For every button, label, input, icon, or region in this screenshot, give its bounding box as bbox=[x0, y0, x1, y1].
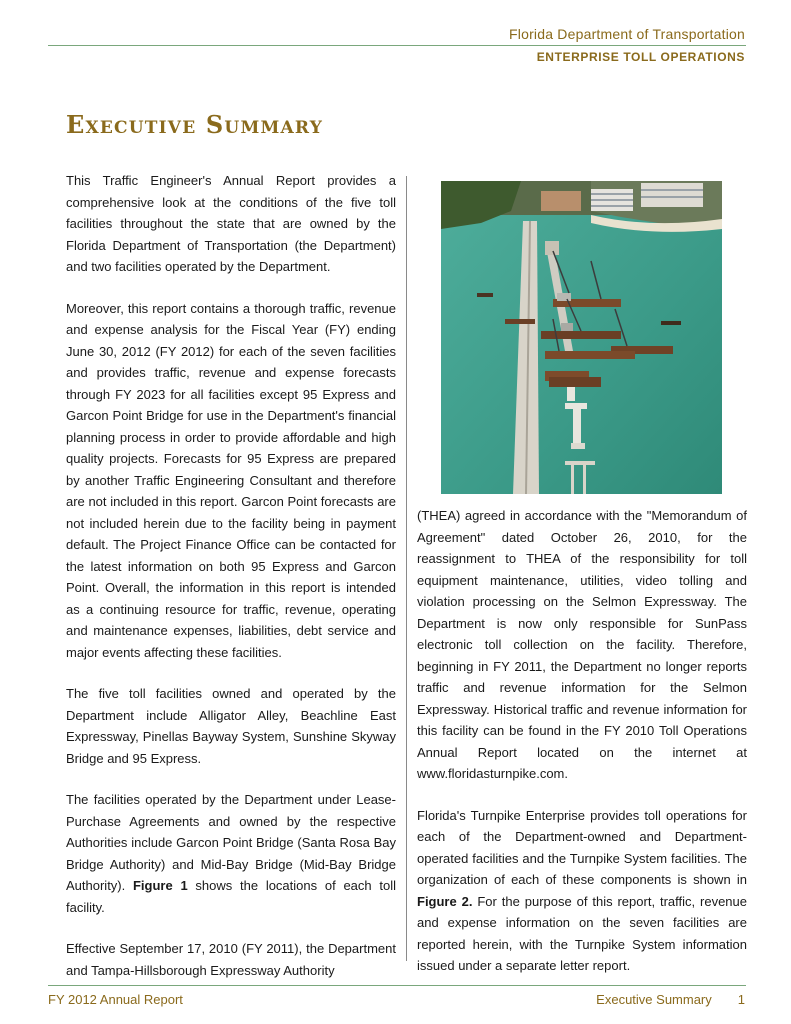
page-title: Executive Summary bbox=[66, 110, 324, 139]
paragraph: (THEA) agreed in accordance with the "Memorandum of Agreement" dated October 26, 2010, for the reassignment to THEA of the responsibility for toll equipment maintenance, utilities, video tolling and violation processing on the Selmon Expressway. The Department is now only responsible for SunPass electronic toll collection on the facility. Therefore, beginning in FY 2011, the Department no longer reports traffic and revenue information for the Selmon Expressway. Historical traffic and revenue information for this facility can be found in the FY 2010 Toll Operations Annual Report located on the internet at www.floridasturnpike.com. bbox=[417, 508, 747, 781]
paragraph-text: The facilities operated by the Department under Lease-Purchase Agreements and owned by the respective Authorities include Garcon Point Bridge (Santa Rosa Bay Bridge Authority) and Mid-Bay Bridge (Mid-Bay Bridge Authority). bbox=[66, 792, 396, 893]
paragraph-text: shows the locations of each toll facility. bbox=[66, 878, 396, 915]
bridge-construction-photo bbox=[441, 181, 722, 494]
paragraph bbox=[66, 789, 396, 918]
paragraph-text: For the purpose of this report, traffic, revenue and expense information on the seven facilities are reported herein, with the Turnpike System information issued under a separate letter report. bbox=[417, 893, 747, 973]
right-column bbox=[417, 505, 747, 997]
header-organization: Florida Department of Transportation bbox=[509, 26, 745, 42]
footer-section bbox=[596, 992, 745, 1007]
page-number: 1 bbox=[737, 992, 745, 1007]
footer-section-title: Executive Summary bbox=[596, 992, 712, 1007]
footer-divider bbox=[48, 985, 746, 986]
left-column bbox=[66, 170, 396, 1001]
paragraph bbox=[417, 805, 747, 977]
figure-reference: Figure 2. bbox=[417, 893, 473, 909]
header-divider bbox=[48, 45, 746, 46]
figure-reference: Figure 1 bbox=[132, 878, 188, 893]
footer-report-title: FY 2012 Annual Report bbox=[48, 992, 183, 1007]
paragraph: Moreover, this report contains a thorough traffic, revenue and expense analysis for the Fiscal Year (FY) ending June 30, 2012 (FY 2012) for each of the seven facilities and provides traffic, revenue and expense forecasts through FY 2023 for all facilities except 95 Express and Garcon Point Bridge for use in the Department's financial planning process in order to provide affordable and high quality projects. Forecasts for 95 Express are prepared by another Traffic Engineering Consultant and therefore are not included in this report. Garcon Point forecasts are not included herein due to the facility being in payment default. The Project Finance Office can be contacted for the latest information on both 95 Express and Garcon Point. Overall, the information in this report is intended as a continuing resource for traffic, revenue, operating and maintenance expenses, liabilities, debt service and major events affecting these facilities. bbox=[66, 300, 396, 660]
header-department: ENTERPRISE TOLL OPERATIONS bbox=[536, 50, 745, 64]
paragraph: Effective September 17, 2010 (FY 2011), the Department and Tampa-Hillsborough Expressway Authority bbox=[66, 941, 396, 978]
column-divider bbox=[406, 176, 407, 961]
paragraph-text: Florida's Turnpike Enterprise provides toll operations for each of the Department-owned and Department-operated facilities and the Turnpike System facilities. The organization of each of these components is shown in bbox=[417, 807, 747, 887]
paragraph: The five toll facilities owned and operated by the Department include Alligator Alley, Beachline East Expressway, Pinellas Bayway System, Sunshine Skyway Bridge and 95 Express. bbox=[66, 686, 396, 766]
paragraph: This Traffic Engineer's Annual Report provides a comprehensive look at the conditions of the five toll facilities throughout the state that are owned by the Florida Department of Transportation (the Department) and two facilities operated by the Department. bbox=[66, 173, 396, 274]
